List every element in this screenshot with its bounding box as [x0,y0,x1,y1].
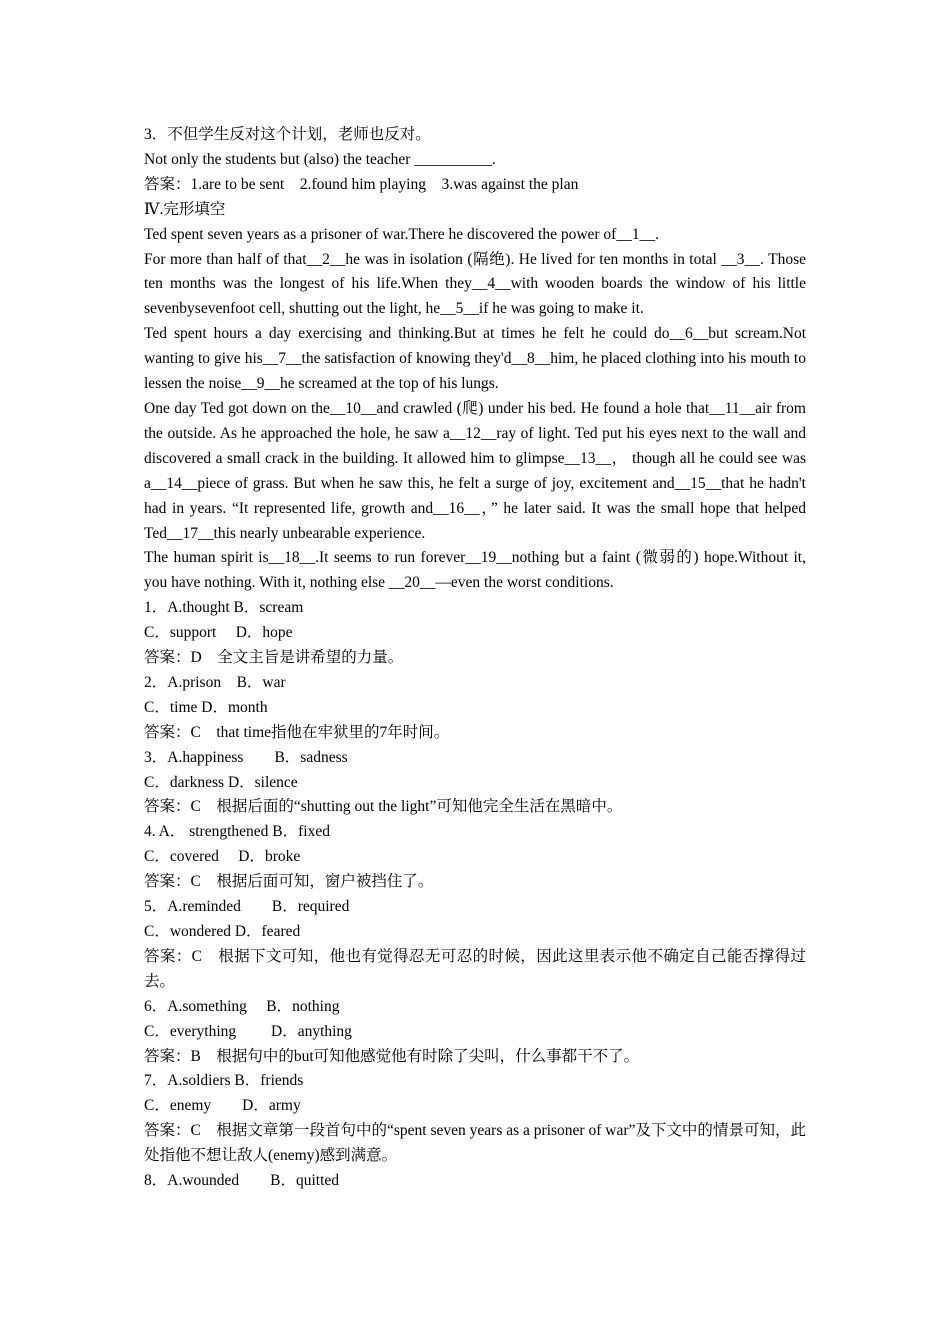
question-3-options-cd: C．darkness D．silence [144,773,298,791]
translation-sentence: Not only the students but (also) the teacher __________. [144,150,496,168]
answer-4: 答案：C 根据后面可知，窗户被挡住了。 [144,873,434,891]
question-5-options-ab: 5．A.reminded B．required [144,898,350,916]
answer-1: 答案：D 全文主旨是讲希望的力量。 [144,649,404,667]
question-7-options-ab: 7．A.soldiers B．friends [144,1072,304,1090]
translation-item-3: 3．不但学生反对这个计划，老师也反对。 [144,126,431,143]
question-8-options-ab: 8．A.wounded B．quitted [144,1172,340,1190]
question-4-options-cd: C．covered D．broke [144,848,301,866]
answer-5: 答案：C 根据下文可知，他也有觉得忍无可忍的时候，因此这里表示他不确定自己能否撑得过去。 [144,947,806,990]
question-5-options-cd: C．wondered D．feared [144,923,301,940]
document-page [144,123,806,1194]
passage-paragraph-4: The human spirit is__18__.It seems to run forever__19__nothing but a faint (微弱的) hope.Without it, you have nothing. With it, nothing else __20__—even the worst conditions. [144,549,806,592]
passage-paragraph-3: One day Ted got down on the__10__and crawled (爬) under his bed. He found a hole that__11__air from the outside. As he approached the hole, he saw a__12__ray of light. Ted put his eyes next to the wall and discovered a small crack in the building. It allowed him to glimpse__13__， though all he could see was a__14__piece of grass. But when he saw this, he felt a surge of joy, excitement and__15__that he hadn't had in years. “It represented life, growth and__16__，” he later said. It was the small hope that helped Ted__17__this nearly unbearable experience. [144,399,806,542]
answer-6: 答案：B 根据句中的but可知他感觉他有时除了尖叫，什么事都干不了。 [144,1047,640,1065]
section-heading: Ⅳ.完形填空 [144,200,226,218]
answer-2: 答案：C that time指他在牢狱里的7年时间。 [144,723,450,741]
question-2-options-cd: C．time D．month [144,698,268,716]
question-6-options-ab: 6．A.something B．nothing [144,997,340,1015]
question-2-options-ab: 2．A.prison B．war [144,673,286,691]
question-4-options-ab: 4. A． strengthened B．fixed [144,823,330,841]
answer-7: 答案：C 根据文章第一段首句中的“spent seven years as a prisoner of war”及下文中的情景可知，此处指他不想让敌人(enemy)感到满意。 [144,1122,806,1165]
passage-paragraph-2: Ted spent hours a day exercising and thinking.But at times he felt he could do__6__but scream.Not wanting to give his__7__the satisfaction of knowing they'd__8__him, he placed clothing into his mouth to lessen the noise__9__he screamed at the top of his lungs. [144,325,806,393]
question-1-options-ab: 1．A.thought B．scream [144,599,304,617]
answer-3: 答案：C 根据后面的“shutting out the light”可知他完全生活在黑暗中。 [144,798,623,816]
question-7-options-cd: C．enemy D．army [144,1097,301,1115]
question-6-options-cd: C．everything D．anything [144,1022,352,1040]
question-1-options-cd: C．support D．hope [144,624,293,642]
passage-opening: Ted spent seven years as a prisoner of war.There he discovered the power of__1__. [144,225,659,243]
question-3-options-ab: 3．A.happiness B．sadness [144,748,348,766]
passage-paragraph-1: For more than half of that__2__he was in isolation (隔绝). He lived for ten months in total __3__. Those ten months was the longest of his life.When they__4__with wooden boards the window of his little sevenbysevenfoot cell, shutting out the light, he__5__if he was going to make it. [144,250,806,318]
translation-answers: 答案：1.are to be sent 2.found him playing 3.was against the plan [144,175,579,193]
